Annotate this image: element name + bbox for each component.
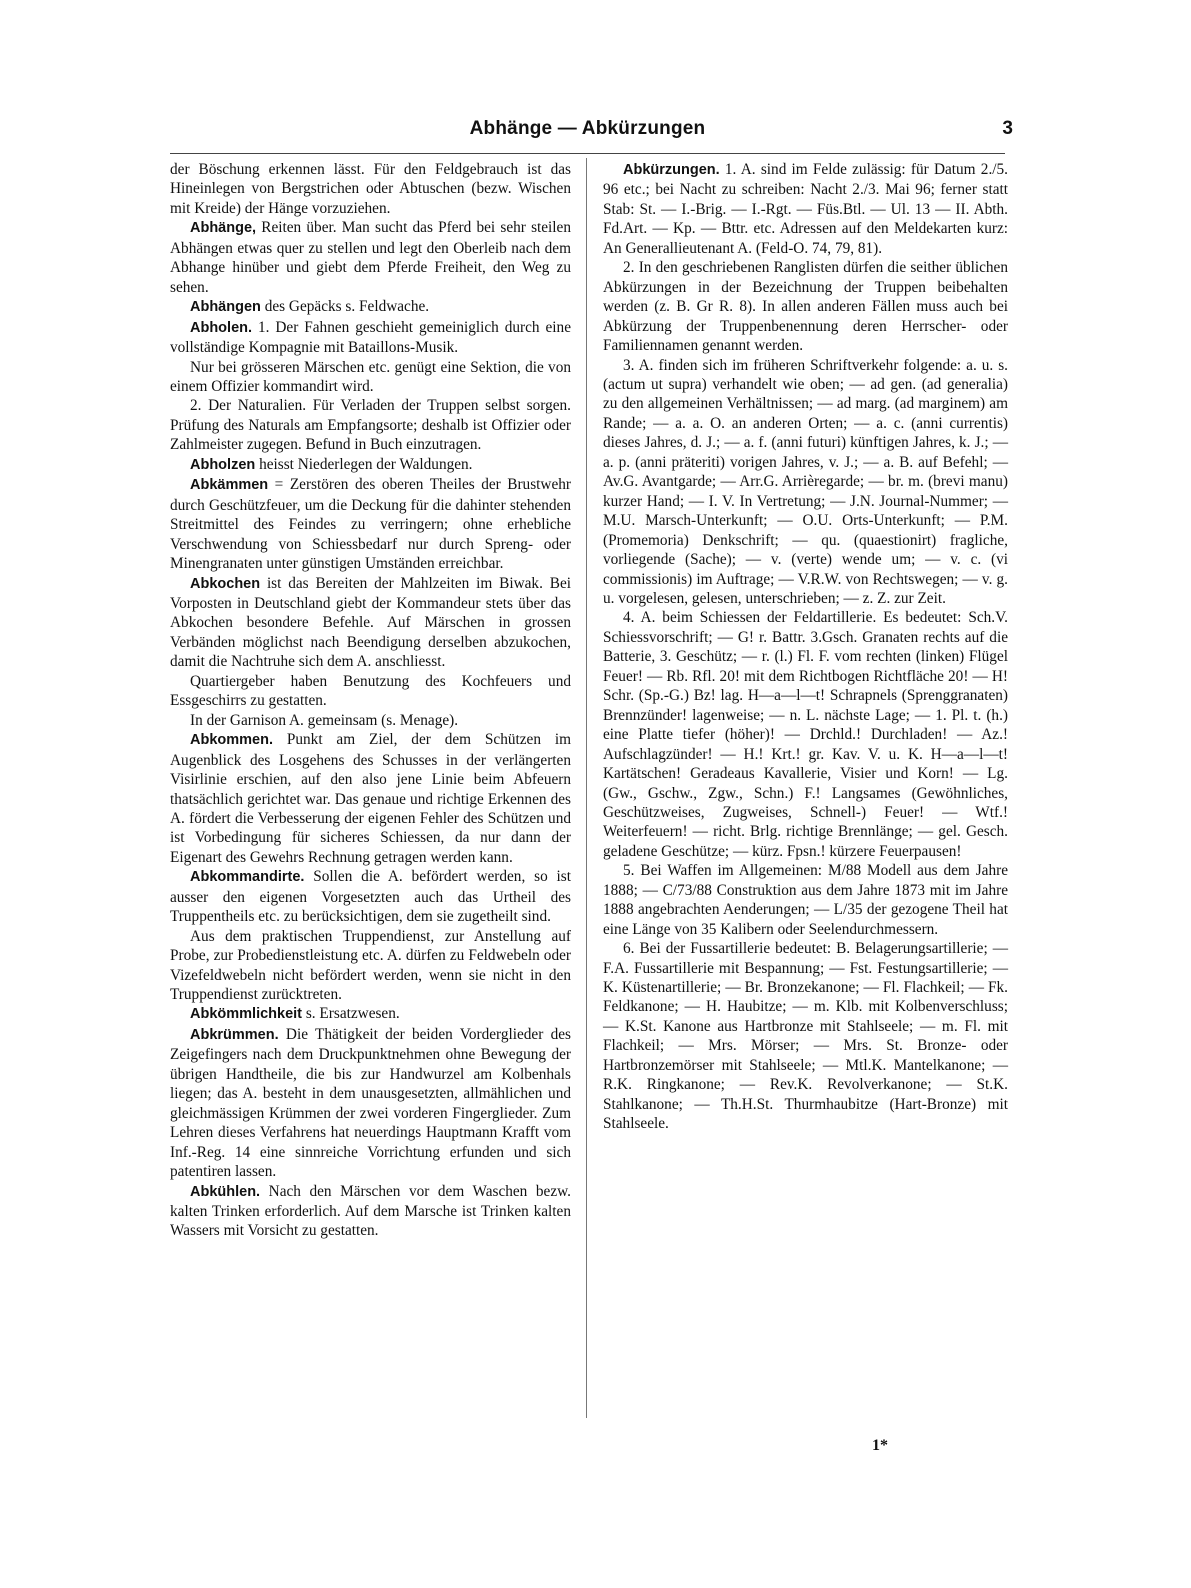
entry-paragraph [170, 358, 571, 397]
entry-text: Quartiergeber haben Benutzung des Kochfeuers und Essgeschirrs zu gestatten. [170, 672, 571, 710]
entry-text: 6. Bei der Fussartillerie bedeutet: B. Belagerungsartillerie; — F.A. Fussartillerie mit Bespannung; — Fst. Festungsartillerie; — K. Küstenartillerie; — Br. Bronzekanone; — Fl. Flachkeil; — Fk. Feldkanone; — H. Haubitze; — m. Klb. mit Kolbenverschluss; — K.St. Kanone aus Hartbronze mit Stahlseele; — m. Fl. mit Flachkeil; — Mrs. Mörser; — Mrs. St. Bronze- oder Hartbronzemörser mit Stahlseele; — Mtl.K. Mantelkanone; — R.K. Ringkanone; — Rev.K. Revolverkanone; — St.K. Stahlkanone; — Th.H.St. Thurmhaubitze (Hart-Bronze) mit Stahlseele. [603, 940, 1008, 1133]
entry-text: ist das Bereiten der Mahlzeiten im Biwak. Bei Vorposten in Deutschland giebt der Kommandeur stets über das Abkochen besondere Befehle. Auf Märschen in grossen Verbänden möglichst nach Beendigung derselben abzukochen, damit die Nachtruhe sich dem A. anschliesst. [170, 574, 571, 671]
entry-text: 3. A. finden sich im früheren Schriftverkehr folgende: a. u. s. (actum ut supra) verhandelt wie oben; — ad gen. (ad generalia) zu den allgemeinen Verhältnissen; — ad marg. (ad marginem) am Rande; — a. a. O. an anderen Orten; — a. c. (anni currentis) dieses Jahres, d. J.; — a. f. (anni futuri) künftigen Jahres, k. J.; — a. p. (anni präteriti) vorigen Jahres, v. J.; — a. B. auf Befehl; — Av.G. Avantgarde; — Arr.G. Arrièregarde; — br. m. (brevi manu) kurzer Hand; — I. V. In Vertretung; — J.N. Journal-Nummer; — M.U. Marsch-Unterkunft; — O.U. Orts-Unterkunft; — P.M. (Promemoria) Denkschrift; — qu. (quaestionirt) fragliche, vorliegende (Sache); — v. (verte) wende um; — v. c. (vi commissionis) im Auftrage; — V.R.W. von Rechtswegen; — v. g. u. vorgelesen, gelesen, unterschrieben; — z. Z. zur Zeit. [603, 356, 1008, 607]
entry-paragraph [170, 672, 571, 711]
entry-paragraph [170, 867, 571, 926]
entry-lemma: Abkämmen [190, 477, 269, 494]
entry-paragraph [170, 1182, 571, 1241]
entry-text: 2. Der Naturalien. Für Verladen der Truppen selbst sorgen. Prüfung des Naturals am Empfangsorte; deshalb ist Offizier oder Zahlmeister zugegen. Befund in Buch einzutragen. [170, 397, 571, 454]
page-number: 3 [1002, 118, 1013, 139]
entry-paragraph [603, 608, 1008, 861]
entry-text: s. Ersatzwesen. [302, 1005, 400, 1023]
entry-text: = Zerstören des oberen Theiles der Brustwehr durch Geschützfeuer, um die Deckung für die dahinter stehenden Streitmittel des Feindes zu verringern; ohne erhebliche Verschwendung von Schiessbedarf nur durch Spreng- oder Minengranaten unter günstigen Umständen erreichbar. [170, 476, 571, 573]
entry-text: 4. A. beim Schiessen der Feldartillerie. Es bedeutet: Sch.V. Schiessvorschrift; — G! r. Battr. 3.Gsch. Granaten rechts auf die Batterie, 3. Geschütz; — r. (l.) Fl. F. vom rechten (linken) Flügel Feuer! — Rb. Rfl. 20! mit dem Richtbogen Richtfläche 20! — H! Schr. (Sp.-G.) Bz! lag. H—a—l—t! Schrapnels (Sprenggranaten) Brennzünder! lagenweise; — n. L. nächste Lage; — 1. Pl. t. (h.) eine Platte tiefer (höher)! — Drchld.! Durchladen! — Az.! Aufschlagzünder! — H.! Krt.! gr. Kav. V. u. K. H—a—l—t! Kartätschen! Geradeaus Kavallerie, Visier und Korn! — Lg. (Gw., Gschw., Zgw., Schn.) F.! Langsames (Gewöhnliches, Geschützweises, Zugweises, Schnell-) Feuer! — Wtf.! Weiterfeuern! — richt. Brlg. richtige Brennlänge; — gel. Gesch. geladene Geschütze; — kürz. Fpsn.! kürzere Feuerpausen! [603, 609, 1008, 860]
entry-paragraph [170, 574, 571, 672]
entry-paragraph [170, 455, 571, 475]
entry-paragraph [170, 475, 571, 573]
entry-paragraph [170, 1004, 571, 1024]
header-rule [170, 153, 1005, 154]
entry-paragraph [603, 356, 1008, 609]
entry-text: 5. Bei Waffen im Allgemeinen: M/88 Modell aus dem Jahre 1888; — C/73/88 Construktion aus dem Jahre 1873 mit im Jahre 1888 angebrachten Aenderungen; — L/35 der gezogene Theil hat eine Länge von 35 Kalibern oder Seelendurchmessern. [603, 862, 1008, 938]
running-title: Abhänge — Abkürzungen [469, 118, 706, 139]
entry-lemma: Abkochen [190, 575, 261, 592]
entry-lemma: Abkürzungen. [623, 162, 720, 178]
entry-text: der Böschung erkennen lässt. Für den Feldgebrauch ist das Hineinlegen von Bergstrichen oder Abtuschen (bezw. Wischen mit Kreide) der Hänge vorzuziehen. [170, 161, 571, 217]
entry-text: Die Thätigkeit der beiden Vorderglieder des Zeigefingers nach dem Druckpunktnehmen ohne Bewegung der übrigen Handtheile, die bis zur Handwurzel am Kolbenhals liegen; das A. besteht in dem unausgesetzten, allmählichen und gleichmässigen Krümmen der zwei vorderen Fingerglieder. Zum Lehren dieses Verfahrens hat neuerdings Hauptmann Krafft vom Inf.-Reg. 14 eine sinnreiche Vorrichtung erfunden und sich patentiren lassen. [170, 1025, 571, 1181]
entry-paragraph [170, 160, 571, 218]
entry-lemma: Abhängen [190, 299, 261, 316]
entry-paragraph [170, 318, 571, 358]
entry-text: In der Garnison A. gemeinsam (s. Menage). [190, 711, 459, 729]
entry-paragraph [170, 396, 571, 454]
column-divider [586, 158, 587, 1418]
right-column [603, 160, 1008, 1134]
entry-paragraph [170, 730, 571, 867]
entry-text: Nur bei grösseren Märschen etc. genügt eine Sektion, die von einem Offizier kommandirt wird. [170, 358, 571, 395]
left-column [170, 160, 571, 1241]
entry-lemma: Abholen. [190, 319, 253, 336]
entry-lemma: Abholzen [190, 456, 256, 473]
entry-lemma: Abkrümmen. [190, 1026, 279, 1043]
entry-paragraph [603, 258, 1008, 355]
entry-paragraph [603, 939, 1008, 1134]
entry-paragraph [170, 218, 571, 297]
entry-text: Sollen die A. befördert werden, so ist ausser den eigenen Vorgesetzten auch das Urtheil des Truppentheils etc. zu berücksichtigen, dem sie zugetheilt sind. [170, 868, 571, 926]
entry-text: heisst Niederlegen der Waldungen. [255, 455, 473, 473]
entry-paragraph [170, 711, 571, 730]
entry-lemma: Abkommen. [190, 732, 273, 749]
entry-lemma: Abkömmlichkeit [190, 1006, 302, 1023]
entry-text: 1. A. sind im Felde zulässig: für Datum 2./5. 96 etc.; bei Nacht zu schreiben: Nacht 2./3. Mai 96; ferner statt Stab: St. — I.-Brig. — I.-Rgt. — Füs.Btl. — Ul. 13 — II. Abth. Fd.Art. — Kp. — Bttr. etc. Adressen auf den Meldekarten kurz: An Generallieutenant A. (Feld-O. 74, 79, 81). [603, 161, 1008, 257]
entry-lemma: Abkommandirte. [190, 869, 305, 886]
entry-text: Nach den Märschen vor dem Waschen bezw. kalten Trinken erforderlich. Auf dem Marsche ist Trinken kalten Wassers mit Vorsicht zu gestatten. [170, 1182, 571, 1240]
entry-text: Aus dem praktischen Truppendienst, zur Anstellung auf Probe, zur Probedienstleistung etc. A. dürfen zu Feldwebeln oder Vizefeldwebeln nicht befördert werden, wenn sie nicht in den Truppendienst zurücktreten. [170, 927, 571, 1004]
entry-paragraph [170, 297, 571, 317]
entry-paragraph [170, 927, 571, 1005]
entry-text: 2. In den geschriebenen Ranglisten dürfen die seither üblichen Abkürzungen in der Bezeichnung der Truppen beibehalten werden (z. B. Gr R. 8). In allen anderen Fällen muss auch bei Abkürzung der Truppenbenennung deren Herrscher- oder Familiennamen genannt werden. [603, 259, 1008, 355]
entry-text: 1. Der Fahnen geschieht gemeiniglich durch eine vollständige Kompagnie mit Bataillons-Musik. [170, 318, 571, 357]
entry-lemma: Abhänge, [190, 220, 257, 237]
entry-text: Reiten über. Man sucht das Pferd bei sehr steilen Abhängen etwas quer zu stellen und legt den Oberleib nach dem Abhange hinüber und giebt dem Pferde Freiheit, den Weg zu sehen. [170, 219, 571, 296]
entry-text: Punkt am Ziel, der dem Schützen im Augenblick des Losgehens des Schusses in der verlängerten Visirlinie erschien, auf den also jene Linie beim Abfeuern thatsächlich gerichtet war. Das genaue und richtige Erkennen des A. fördert die Verbesserung der eigenen Fehler des Schützen und ist Vorbedingung für sicheres Schiessen, da nur dann der Eigenart des Gewehrs Rechnung getragen werden kann. [170, 731, 571, 866]
sheet-signature: 1* [872, 1437, 888, 1454]
entry-paragraph [603, 861, 1008, 939]
page-header [170, 118, 1013, 152]
entry-paragraph [170, 1025, 571, 1182]
entry-lemma: Abkühlen. [190, 1183, 261, 1200]
entry-paragraph [603, 160, 1008, 258]
entry-text: des Gepäcks s. Feldwache. [260, 298, 430, 316]
